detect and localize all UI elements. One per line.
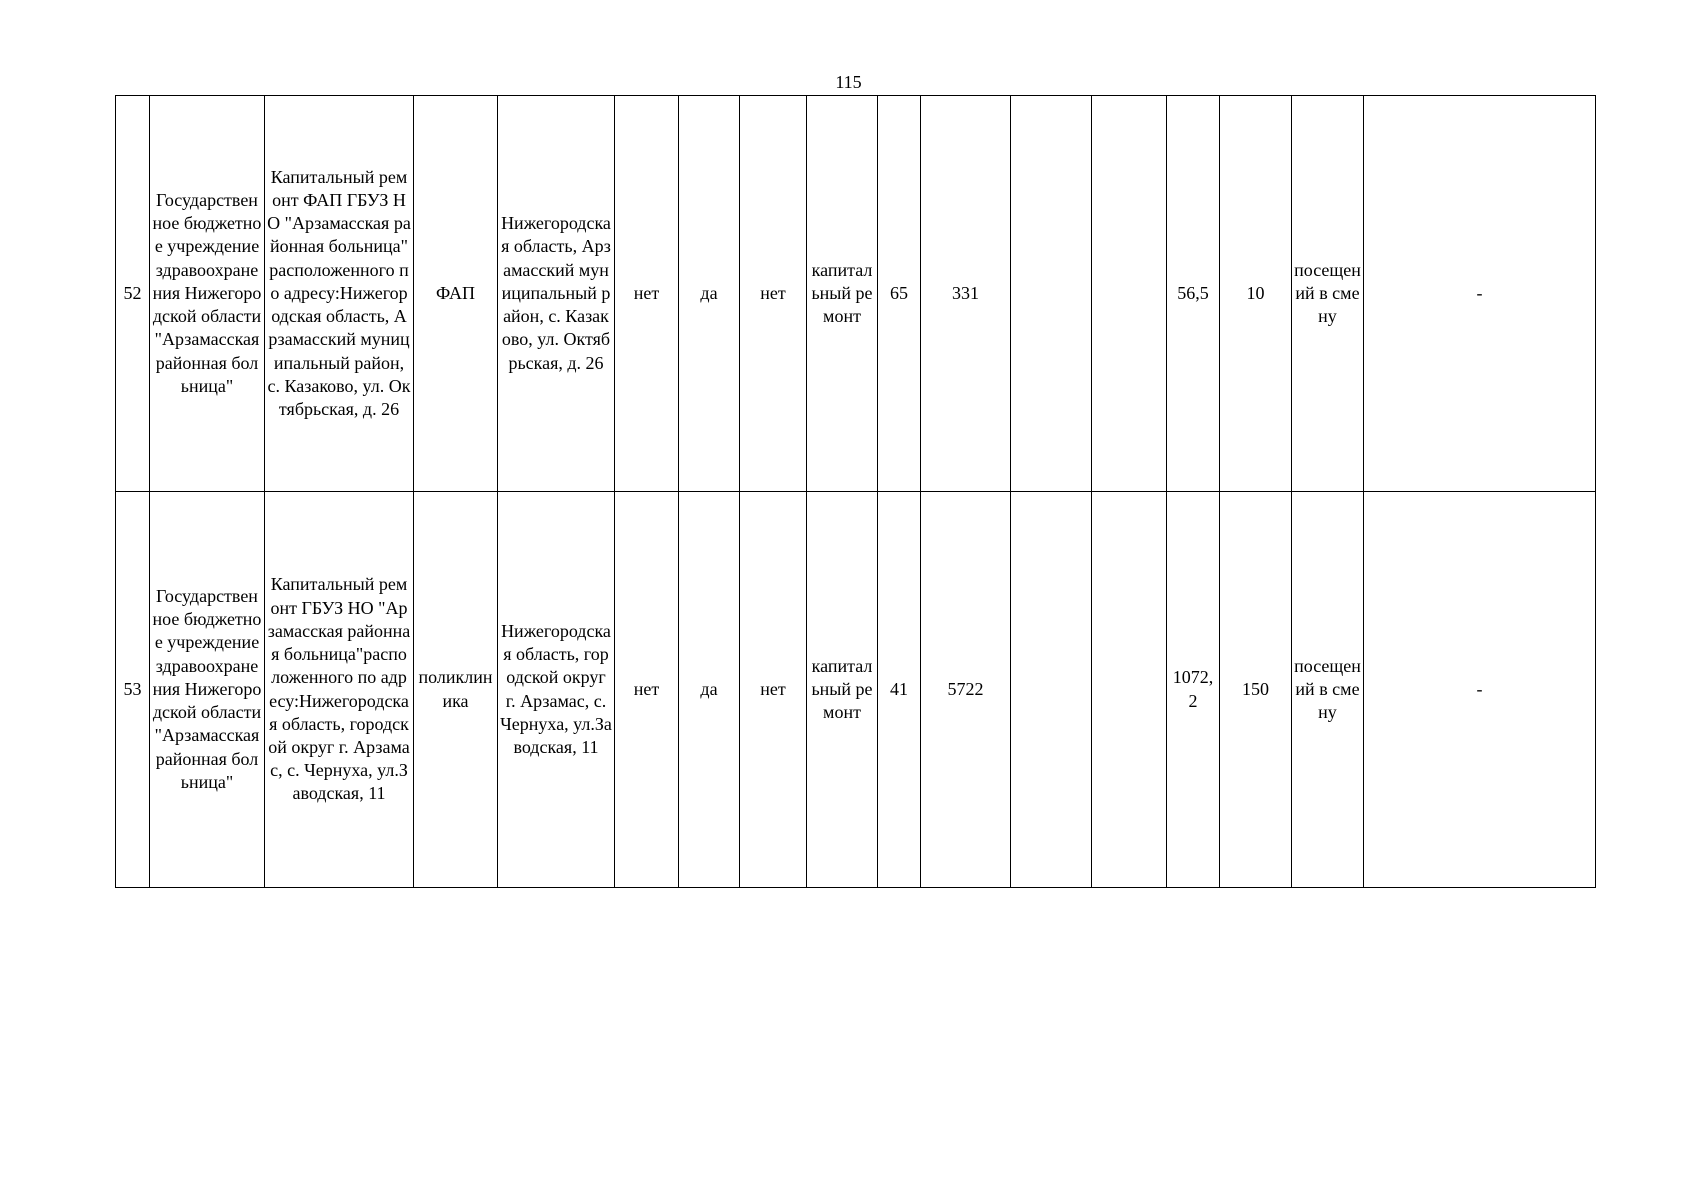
value-cell-10: 65: [878, 96, 921, 492]
value-cell-13: [1092, 492, 1167, 888]
capacity-cell: 10: [1220, 96, 1292, 492]
project-name-cell: Капитальный ремонт ФАП ГБУЗ НО "Арзамасская районная больница" расположенного по адресу:Нижегородская область, Арзамасский муниципальный район, с. Казаково, ул. Октябрьская, д. 26: [265, 96, 414, 492]
work-type-cell: капитальный ремонт: [807, 492, 878, 888]
row-number-cell: 52: [116, 96, 150, 492]
row-number-cell: 53: [116, 492, 150, 888]
flag-cell-2: да: [679, 96, 740, 492]
flag-cell-3: нет: [740, 492, 807, 888]
work-type-cell: капитальный ремонт: [807, 96, 878, 492]
address-cell: Нижегородская область, Арзамасский муниципальный район, с. Казаково, ул. Октябрьская, д. 26: [498, 96, 615, 492]
note-cell: -: [1364, 96, 1596, 492]
flag-cell-1: нет: [615, 492, 679, 888]
value-cell-11: 5722: [921, 492, 1011, 888]
organization-cell: Государственное бюджетное учреждение здравоохранения Нижегородской области "Арзамасская районная больница": [150, 96, 265, 492]
value-cell-10: 41: [878, 492, 921, 888]
table-row: [116, 96, 1596, 492]
object-type-cell: ФАП: [414, 96, 498, 492]
note-cell: -: [1364, 492, 1596, 888]
flag-cell-2: да: [679, 492, 740, 888]
value-cell-11: 331: [921, 96, 1011, 492]
object-type-cell: поликлиника: [414, 492, 498, 888]
page-number: 115: [835, 72, 862, 92]
capacity-unit-cell: посещений в смену: [1292, 492, 1364, 888]
value-cell-14: 1072,2: [1167, 492, 1220, 888]
capacity-cell: 150: [1220, 492, 1292, 888]
capacity-unit-cell: посещений в смену: [1292, 96, 1364, 492]
objects-table: [115, 95, 1596, 888]
address-cell: Нижегородская область, городской округ г. Арзамас, с. Чернуха, ул.Заводская, 11: [498, 492, 615, 888]
value-cell-12: [1011, 492, 1092, 888]
organization-cell: Государственное бюджетное учреждение здравоохранения Нижегородской области "Арзамасская районная больница": [150, 492, 265, 888]
table-row: [116, 492, 1596, 888]
value-cell-13: [1092, 96, 1167, 492]
project-name-cell: Капитальный ремонт ГБУЗ НО "Арзамасская районная больница"расположенного по адресу:Нижегородская область, городской округ г. Арзамас, с. Чернуха, ул.Заводская, 11: [265, 492, 414, 888]
value-cell-14: 56,5: [1167, 96, 1220, 492]
flag-cell-3: нет: [740, 96, 807, 492]
value-cell-12: [1011, 96, 1092, 492]
flag-cell-1: нет: [615, 96, 679, 492]
